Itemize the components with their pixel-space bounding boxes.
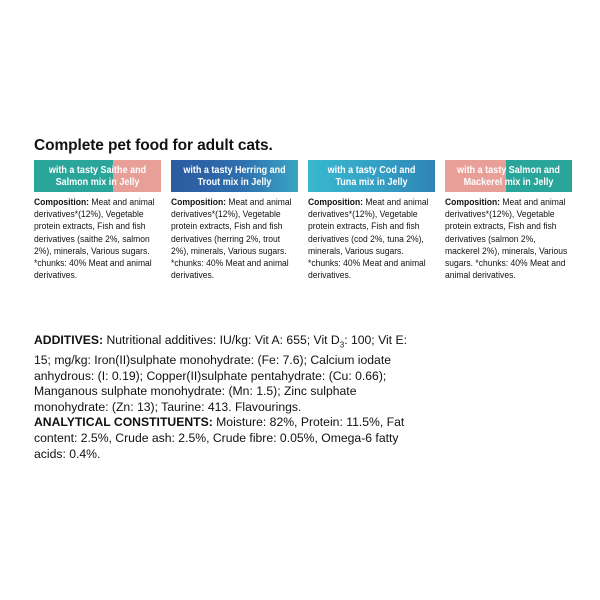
banner-line-1: with a tasty Salmon and bbox=[457, 163, 560, 176]
banner-line-1: with a tasty Cod and bbox=[327, 163, 416, 176]
banner-line-1: with a tasty Saithe and bbox=[48, 163, 147, 176]
additives-text-part2: : 100; Vit E: 15; mg/kg: Iron(II)sulphate monohydrate: (Fe: 7.6); Calcium iodate anhydrous: (I: 0.19); Copper(II)sulphate pentahydrate: (Cu: 0.66); Manganous sulphate monohydrate: (Mn: 1.5); Zinc sulphate monohydrate: (Zn: 13); Taurine: 413. Flavourings. bbox=[34, 333, 407, 414]
additives-paragraph bbox=[34, 333, 414, 415]
banner-text bbox=[317, 164, 426, 189]
composition-text bbox=[308, 197, 431, 282]
composition-text bbox=[445, 197, 568, 282]
banner-line-1: with a tasty Herring and bbox=[183, 163, 286, 176]
composition-label: Composition: bbox=[445, 197, 501, 208]
banner-line-2: Salmon mix in Jelly bbox=[55, 176, 140, 188]
banner-text bbox=[454, 164, 563, 189]
variety-salmon-mackerel bbox=[445, 160, 572, 282]
banner-line-2: Tuna mix in Jelly bbox=[335, 176, 408, 188]
variety-cod-tuna bbox=[308, 160, 435, 282]
page-heading: Complete pet food for adult cats. bbox=[34, 137, 273, 154]
banner-text bbox=[43, 164, 152, 189]
composition-body: Meat and animal derivatives*(12%), Vegetable protein extracts, Fish and fish derivatives (salmon 2%, mackerel 2%), minerals, Various sugars. *chunks: 40% Meat and animal derivatives. bbox=[445, 197, 568, 282]
banner-text bbox=[180, 164, 289, 189]
analytical-paragraph bbox=[34, 415, 414, 462]
variety-banner bbox=[171, 160, 298, 192]
variety-herring-trout bbox=[171, 160, 298, 282]
composition-text bbox=[171, 197, 294, 282]
composition-text bbox=[34, 197, 157, 282]
vitamin-d-subscript: 3 bbox=[339, 340, 345, 350]
variety-banner bbox=[445, 160, 572, 192]
composition-label: Composition: bbox=[34, 197, 90, 208]
additives-text-part1: Nutritional additives: IU/kg: Vit A: 655; Vit D bbox=[106, 333, 340, 347]
banner-line-2: Mackerel mix in Jelly bbox=[463, 176, 554, 188]
composition-label: Composition: bbox=[171, 197, 227, 208]
composition-body: Meat and animal derivatives*(12%), Vegetable protein extracts, Fish and fish derivatives (herring 2%, trout 2%), minerals, Various sugars. *chunks: 40% Meat and animal derivatives. bbox=[171, 197, 292, 282]
additives-section bbox=[34, 333, 414, 462]
composition-body: Meat and animal derivatives*(12%), Vegetable protein extracts, Fish and fish derivatives (saithe 2%, salmon 2%), minerals, Various sugars. *chunks: 40% Meat and animal derivatives. bbox=[34, 197, 155, 282]
variety-banner bbox=[34, 160, 161, 192]
analytical-text: Moisture: 82%, Protein: 11.5%, Fat content: 2.5%, Crude ash: 2.5%, Crude fibre: 0.05%, Omega-6 fatty acids: 0.4%. bbox=[34, 415, 405, 461]
variety-saithe-salmon bbox=[34, 160, 161, 282]
additives-label: ADDITIVES: bbox=[34, 333, 104, 347]
analytical-label: ANALYTICAL CONSTITUENTS: bbox=[34, 415, 213, 430]
composition-body: Meat and animal derivatives*(12%), Vegetable protein extracts, Fish and fish derivatives (cod 2%, tuna 2%), minerals, Various sugars. *chunks: 40% Meat and animal derivatives. bbox=[308, 197, 429, 282]
composition-label: Composition: bbox=[308, 197, 364, 208]
banner-line-2: Trout mix in Jelly bbox=[197, 176, 272, 188]
variety-banner bbox=[308, 160, 435, 192]
